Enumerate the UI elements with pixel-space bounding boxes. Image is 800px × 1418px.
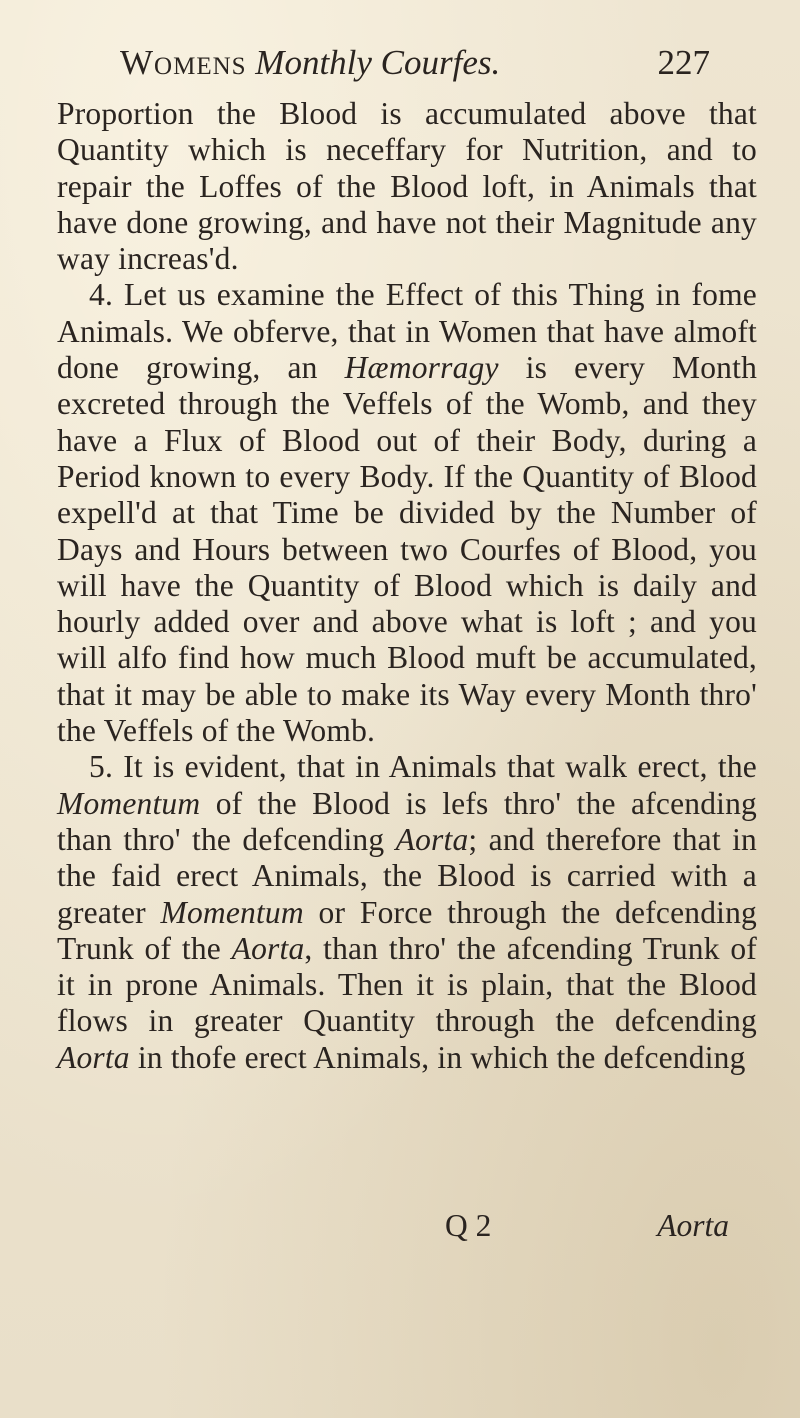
- term-momentum-2: Momentum: [160, 894, 304, 930]
- paragraph-continuation: [57, 96, 757, 277]
- term-momentum-1: Momentum: [57, 785, 201, 821]
- running-title-courses: Monthly Courfes.: [255, 43, 501, 82]
- catchword: Aorta: [657, 1208, 729, 1243]
- paragraph-5: [57, 749, 757, 1076]
- paragraph-4: [57, 277, 757, 749]
- signature-mark: Q 2: [445, 1208, 492, 1243]
- paragraph-4-text-b: is every Month excreted through the Veffels of the Womb, and they have a Flux of Blood out of their Body, during a Period known to every Body. If the Quantity of Blood expell'd at that Time be divided by the Number of Days and Hours between two Courfes of Blood, you will have the Quantity of Blood which is daily and hourly added over and above what is loft ; and you will alfo find how much Blood muft be accumulated, that it may be able to make its Way every Month thro' the Veffels of the Womb.: [57, 350, 758, 749]
- running-title-womens: Womens: [120, 43, 247, 82]
- term-aorta-2: Aorta: [231, 930, 305, 966]
- paragraph-5-text-d: or Force through the defcending Trunk of the: [57, 894, 758, 966]
- body-text: [57, 96, 757, 1076]
- paragraph-5-text-b: of the Blood is lefs thro' the afcending than thro' the defcending: [57, 785, 758, 857]
- page-number: 227: [657, 43, 710, 82]
- paragraph-1-text: Proportion the Blood is accumulated above that Quantity which is neceffary for Nutrition, and to repair the Loffes of the Blood loft, in Animals that have done growing, and have not their Magnitude any way increas'd.: [57, 96, 757, 277]
- paragraph-4-text-a: 4. Let us examine the Effect of this Thing in fome Animals. We obferve, that in Women that have almoft done growing, an: [57, 277, 757, 386]
- paragraph-5-text-e: , than thro' the afcending Trunk of it in prone Animals. Then it is plain, that the Blood flows in greater Quantity through the defcending: [57, 930, 757, 1039]
- term-aorta-3: Aorta: [57, 1039, 130, 1075]
- term-haemorragy: Hæmorragy: [344, 350, 499, 386]
- page-footer: [57, 1206, 757, 1246]
- paragraph-5-text-a: 5. It is evident, that in Animals that walk erect, the: [89, 749, 757, 785]
- paragraph-5-text-f: in thofe erect Animals, in which the defcending: [137, 1039, 746, 1075]
- running-head: [120, 38, 720, 88]
- paragraph-5-text-c: ; and therefore that in the faid erect Animals, the Blood is carried with a greater: [57, 821, 757, 930]
- term-aorta-1: Aorta: [395, 821, 469, 857]
